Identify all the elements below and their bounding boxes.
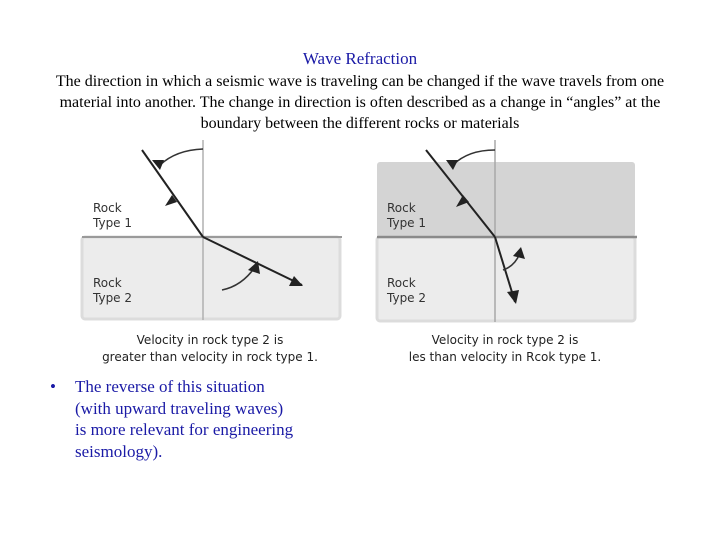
rock-type-2-label: Rock Type 2 <box>93 276 133 305</box>
incident-ray <box>142 150 203 237</box>
rock-type-1-label: Rock Type 1 <box>93 201 133 230</box>
rock-type-1-label: Rock Type 1 <box>387 201 427 230</box>
slide-title: Wave Refraction <box>302 49 418 68</box>
bullet-text: The reverse of this situation (with upward traveling waves) is more relevant for engineering seismology). <box>75 377 294 461</box>
incidence-angle-arc <box>160 149 203 165</box>
rock-type-2-label: Rock Type 2 <box>387 276 427 305</box>
bullet-icon: • <box>50 377 56 396</box>
figure-caption: Velocity in rock type 2 is les than velocity in Rcok type 1. <box>408 333 602 364</box>
refraction-diagram-faster <box>60 140 360 372</box>
refraction-diagram-slower <box>355 140 655 372</box>
intro-text: The direction in which a seismic wave is traveling can be changed if the wave travels from one material into another. The change in direction is often described as a change in “angles” at the boundary between the different rocks or materials <box>55 73 665 132</box>
figure-caption: Velocity in rock type 2 is greater than velocity in rock type 1. <box>102 333 318 364</box>
